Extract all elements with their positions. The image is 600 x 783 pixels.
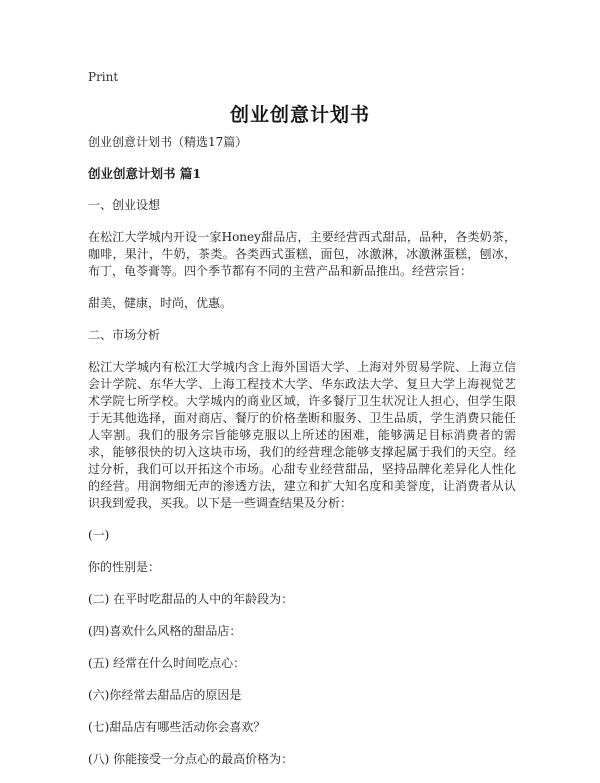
survey-item-4: (四)喜欢什么风格的甜品店： bbox=[88, 624, 242, 638]
survey-item-6: (六)你经常去甜品店的原因是 bbox=[88, 688, 242, 702]
document-title: 创业创意计划书 bbox=[229, 104, 370, 126]
document-body bbox=[88, 134, 516, 783]
survey-question-gender: 你的性别是： bbox=[88, 560, 161, 574]
heading-startup-idea: 一、创业设想 bbox=[88, 198, 161, 212]
survey-item-2: (二) 在平时吃甜品的人中的年龄段为： bbox=[88, 592, 294, 606]
survey-item-8: (八) 你能接受一分点心的最高价格为： bbox=[88, 752, 294, 766]
paragraph-market-analysis: 松江大学城内有松江大学城内含上海外国语大学、上海对外贸易学院、上海立信会计学院、东华大学、上海工程技术大学、华东政法大学、复旦大学上海视觉艺术学院七所学校。大学城内的商业区域，许多餐厅卫生状况让人担心，但学生限于无其他选择，面对商店、餐厅的价格垄断和服务、卫生品质，学生消费只能任人宰割。我们的服务宗旨能够克服以上所述的困难，能够满足目标消费者的需求，能够很快的切入这块市场，我们的经营理念能够支撑起属于我们的天空。经过分析，我们可以开拓这个市场。心甜专业经营甜品，坚持品牌化差异化人性化的经营。用润物细无声的渗透方法，建立和扩大知名度和美誉度，让消费者从认识我到爱我，买我。以下是一些调查结果及分析： bbox=[88, 360, 516, 510]
survey-item-5: (五) 经常在什么时间吃点心： bbox=[88, 656, 246, 670]
document-subtitle: 创业创意计划书（精选17篇） bbox=[88, 135, 248, 149]
paragraph-motto: 甜美，健康，时尚，优惠。 bbox=[88, 296, 233, 310]
survey-item-7: (七)甜品店有哪些活动你会喜欢？ bbox=[88, 720, 266, 734]
heading-market-analysis: 二、市场分析 bbox=[88, 328, 161, 342]
paragraph-startup-idea: 在松江大学城内开设一家Honey甜品店，主要经营西式甜品，品种，各类奶茶，咖啡，果汁，牛奶，茶类。各类西式蛋糕，面包，冰激淋，冰激淋蛋糕，刨冰，布丁，龟苓膏等。四个季节都有不同的主营产品和新品推出。经营宗旨： bbox=[88, 230, 516, 278]
section-heading: 创业创意计划书 篇1 bbox=[88, 166, 202, 181]
survey-item-1: (一) bbox=[88, 528, 110, 542]
print-link[interactable]: Print bbox=[88, 70, 119, 84]
